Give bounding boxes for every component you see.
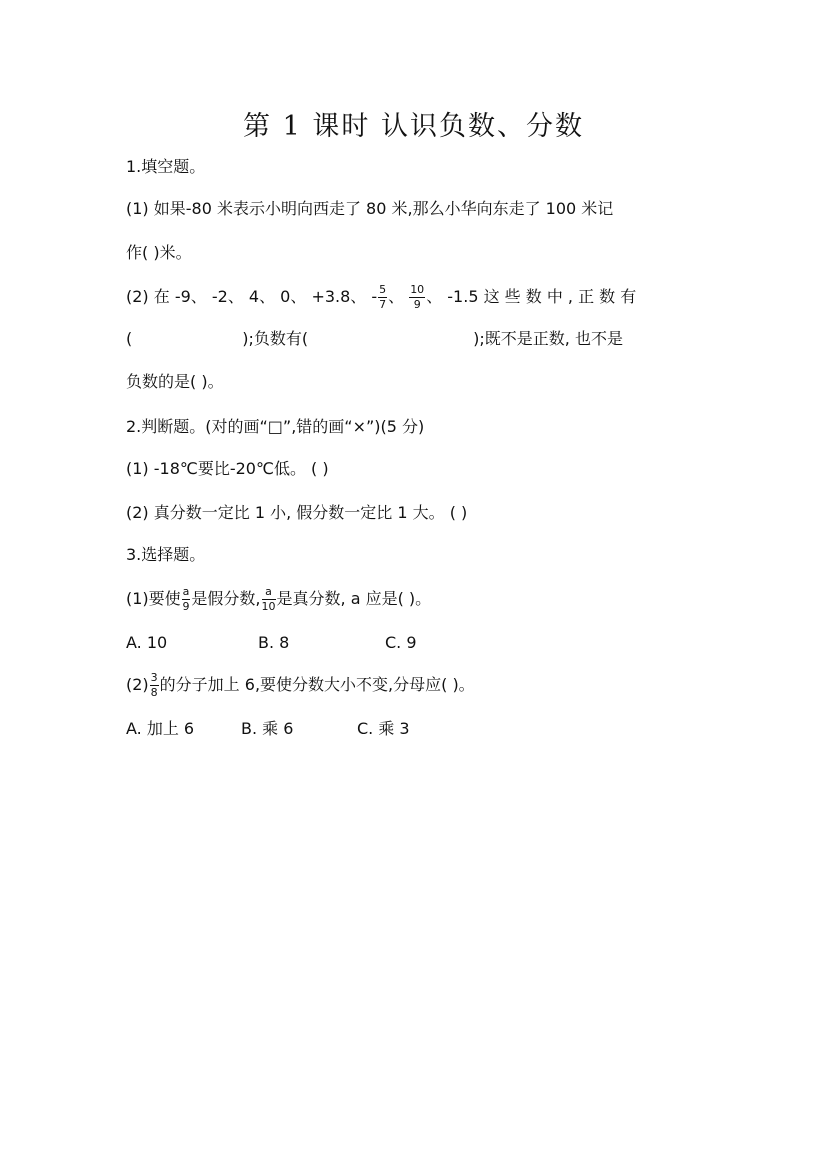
question-2-1: (1) -18℃要比-20℃低。 ( ) <box>126 459 329 478</box>
section-3-heading: 3.选择题。 <box>126 545 206 564</box>
question-1-1-line-2: 作( )米。 <box>126 243 192 262</box>
question-1-2-line-2 <box>126 328 623 350</box>
question-3-2-part-a: (2) <box>126 675 149 694</box>
question-3-1-option-b: B. 8 <box>258 633 290 652</box>
question-3-1-option-c: C. 9 <box>385 633 417 652</box>
question-1-1-line-1: (1) 如果-80 米表示小明向西走了 80 米,那么小华向东走了 100 米记 <box>126 199 614 218</box>
question-3-1-part-c: 是真分数, a 应是( )。 <box>276 589 432 608</box>
question-3-1-part-b: 是假分数, <box>191 589 261 608</box>
question-1-2-line-3: 负数的是( )。 <box>126 372 224 391</box>
page-title: 第 1 课时 认识负数、分数 <box>243 111 584 142</box>
fraction-a-9 <box>182 586 191 613</box>
fraction-denominator: 10 <box>261 600 276 613</box>
separator: 、 <box>388 287 405 306</box>
question-1-2-suffix: 、 -1.5 这 些 数 中 , 正 数 有 <box>426 287 637 306</box>
answer-blank-negative: );负数有( <box>242 329 309 348</box>
fraction-denominator: 8 <box>150 686 158 699</box>
fraction-a-10 <box>262 586 276 613</box>
question-3-2-option-b: B. 乘 6 <box>241 719 294 738</box>
question-3-2-part-b: 的分子加上 6,要使分数大小不变,分母应( )。 <box>159 675 475 694</box>
question-2-2: (2) 真分数一定比 1 小, 假分数一定比 1 大。 ( ) <box>126 503 468 522</box>
question-3-2-option-a: A. 加上 6 <box>126 719 195 738</box>
fraction-numerator: a <box>182 585 190 598</box>
question-1-2-tail: );既不是正数, 也不是 <box>473 329 623 348</box>
fraction-denominator: 7 <box>379 298 387 311</box>
fraction-numerator: 3 <box>150 671 158 684</box>
fraction-denominator: 9 <box>182 600 190 613</box>
question-3-1-part-a: (1)要使 <box>126 589 181 608</box>
fraction-5-7 <box>378 284 387 311</box>
fraction-10-9 <box>409 284 425 311</box>
fraction-3-8 <box>150 672 159 699</box>
fraction-numerator: 5 <box>379 283 387 296</box>
section-1-heading: 1.填空题。 <box>126 157 206 176</box>
question-1-2-prefix: (2) 在 -9、 -2、 4、 0、 +3.8、 - <box>126 287 378 306</box>
fraction-denominator: 9 <box>413 298 421 311</box>
fraction-numerator: a <box>262 586 276 600</box>
question-1-2-line-1 <box>126 284 636 311</box>
question-3-2-option-c: C. 乘 3 <box>357 719 410 738</box>
question-3-2 <box>126 672 475 699</box>
answer-blank-positive: ( <box>126 329 133 348</box>
fraction-numerator: 10 <box>410 283 425 296</box>
section-2-heading: 2.判断题。(对的画“□”,错的画“×”)(5 分) <box>126 417 425 436</box>
question-3-1-option-a: A. 10 <box>126 633 168 652</box>
question-3-1 <box>126 586 431 613</box>
